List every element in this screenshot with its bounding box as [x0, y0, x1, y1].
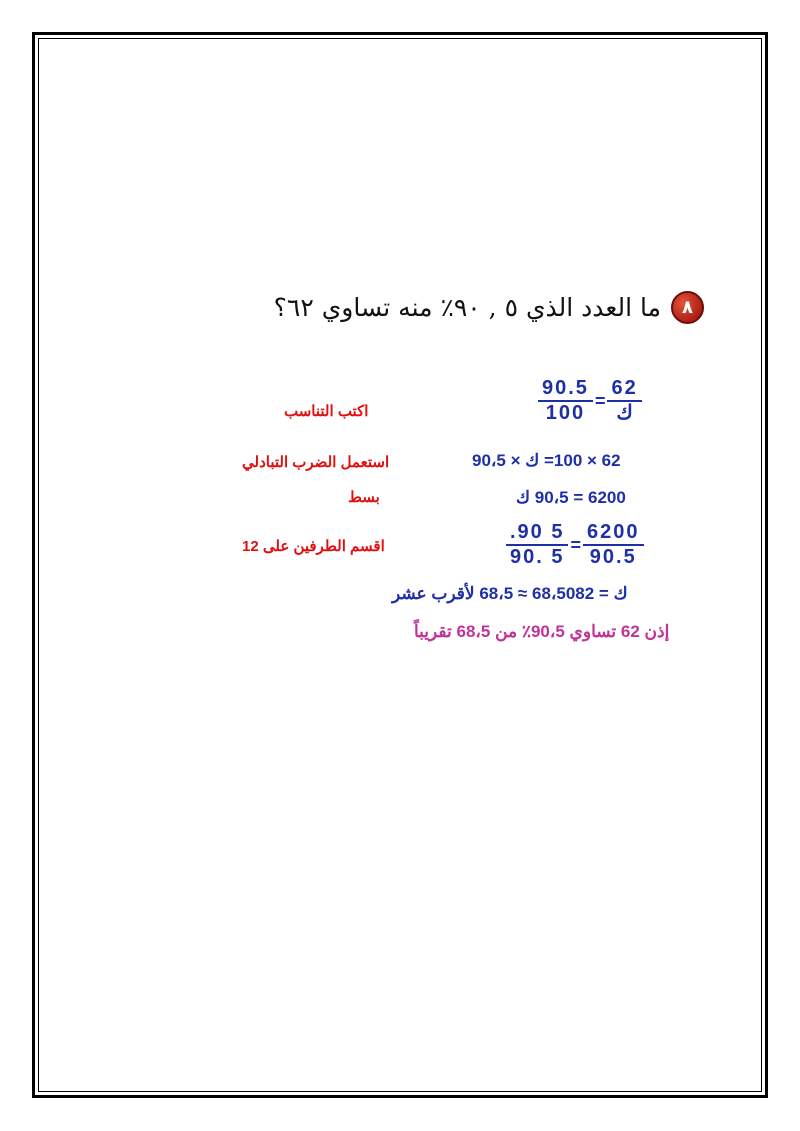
- step-note-write-proportion: اكتب التناسب: [284, 403, 369, 420]
- divide-equation: [506, 522, 644, 568]
- equals-sign: =: [594, 390, 606, 411]
- fraction-numerator: 90.5: [542, 377, 589, 399]
- step-note-divide: اقسم الطرفين على 12: [242, 538, 385, 555]
- fraction-left: [506, 522, 568, 568]
- fraction-numerator: .90 5: [510, 521, 565, 543]
- question-text: ما العدد الذي ٥ , ٩٠٪ منه تساوي ٦٢؟: [273, 292, 661, 322]
- fraction-right: [607, 378, 641, 424]
- proportion-equation: [538, 378, 642, 424]
- page-border-inner: [38, 38, 762, 1092]
- equals-sign: =: [570, 534, 581, 555]
- fraction-denominator: 90.5: [583, 544, 644, 568]
- question-number-badge: ٨: [671, 291, 704, 324]
- fraction-denominator: ك: [607, 400, 641, 424]
- step-note-cross-multiply: استعمل الضرب التبادلي: [242, 454, 390, 471]
- conclusion-text: إذن 62 تساوي 90،5٪ من 68،5 تقريباً: [414, 622, 670, 641]
- fraction-denominator: 90. 5: [506, 544, 568, 568]
- question-header: [274, 286, 704, 328]
- fraction-denominator: 100: [538, 400, 593, 424]
- fraction-right: [583, 522, 644, 568]
- step-result: ك = 68،5082 ≈ 68،5 لأقرب عشر: [392, 584, 628, 603]
- fraction-numerator: 6200: [587, 521, 640, 543]
- step-simplify: 6200 = 90،5 ك: [516, 488, 626, 507]
- fraction-numerator: 62: [611, 377, 638, 399]
- step-note-simplify: بسط: [348, 489, 380, 506]
- fraction-left: [538, 378, 593, 424]
- step-cross-multiply: 62 × 100= ك × 90،5: [472, 451, 621, 470]
